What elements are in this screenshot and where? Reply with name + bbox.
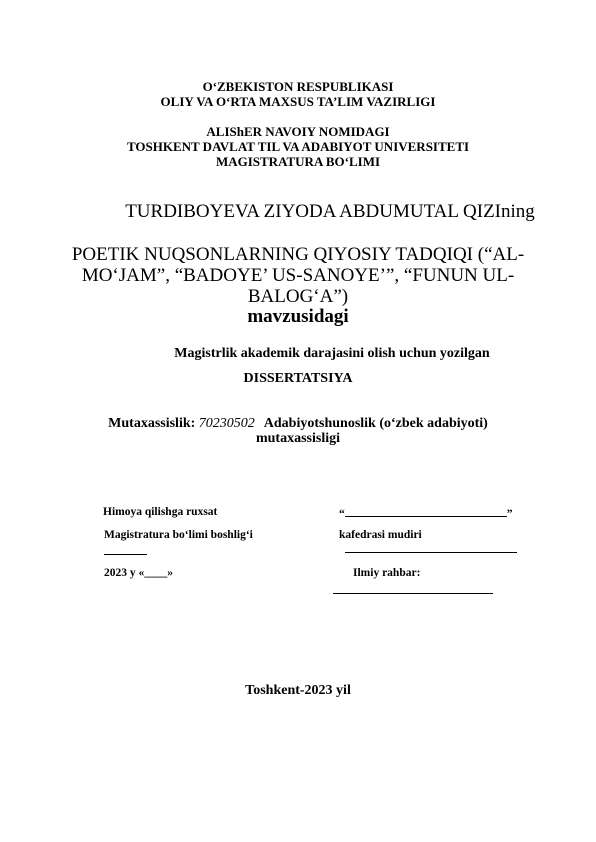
department-head-role: Magistratura bo‘limi boshlig‘i [104,529,253,541]
signature-line-chair [345,552,517,553]
approval-date: 2023 y «____» [104,567,173,579]
chair-name-field: “ ” [339,508,513,520]
ministry-title: OLIY VA O‘RTA MAXSUS TA’LIM VAZIRLIGI [160,94,436,109]
topic-line-3: BALOG‘A”) [247,286,349,307]
author-name: TURDIBOYEVA ZIYODA ABDUMUTAL QIZIning [125,201,535,222]
topic-line-1: POETIK NUQSONLARNING QIYOSIY TADQIQI (“AL- [71,244,525,265]
department-title: MAGISTRATURA BO‘LIMI [215,154,381,169]
specialty-label: Mutaxassislik: [108,416,199,431]
named-after-line: ALIShER NAVOIY NOMIDAGI [206,124,390,139]
topic-line-2: MO‘JAM”, “BADOYE’ US-SANOYE’”, “FUNUN UL- [81,265,515,286]
signature-line-left [104,554,147,555]
document-type: DISSERTATSIYA [243,371,353,386]
chair-head-role: kafedrasi mudiri [339,529,422,541]
specialty-suffix: mutaxassisligi [255,431,340,446]
approval-title: Himoya qilishga ruxsat [103,506,218,518]
degree-purpose: Magistrlik akademik darajasini olish uchun yozilgan [174,346,490,361]
specialty-line [0,416,596,432]
topic-suffix: mavzusidagi [247,306,349,327]
specialty-code: 70230502 [198,416,255,431]
country-title: O‘ZBEKISTON RESPUBLIKASI [202,79,394,94]
university-title: TOSHKENT DAVLAT TIL VA ADABIYOT UNIVERSITETI [126,139,470,154]
specialty-name: Adabiyotshunoslik (o‘zbek adabiyoti) [263,416,488,431]
signature-line-supervisor [333,593,493,594]
chair-name-blank [345,506,507,517]
supervisor-label: Ilmiy rahbar: [353,567,421,579]
place-year: Toshkent-2023 yil [245,683,351,698]
